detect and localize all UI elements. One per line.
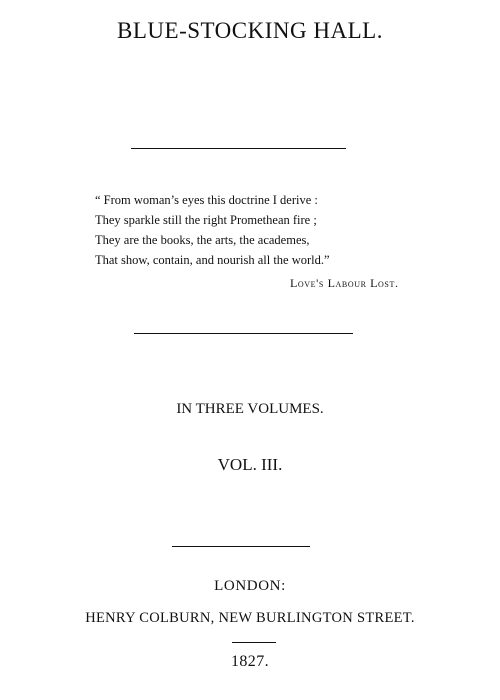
epigraph-line-2: They sparkle still the right Promethean fire ; (95, 213, 317, 227)
imprint-publisher: HENRY COLBURN, NEW BURLINGTON STREET. (85, 610, 415, 626)
epigraph-line-1: “ From woman’s eyes this doctrine I derive : (95, 193, 318, 207)
divider-rule-3 (172, 546, 310, 547)
imprint-city: LONDON: (214, 578, 286, 594)
divider-rule-4 (232, 642, 276, 643)
divider-rule-1 (131, 148, 346, 149)
divider-rule-2 (134, 333, 353, 334)
imprint-year: 1827. (231, 653, 269, 670)
book-title: BLUE-STOCKING HALL. (117, 18, 383, 43)
epigraph-line-3: They are the books, the arts, the academes, (95, 233, 310, 247)
volume-number: VOL. III. (217, 455, 283, 474)
epigraph-line-4: That show, contain, and nourish all the world.” (95, 253, 330, 267)
volumes-note: IN THREE VOLUMES. (176, 401, 324, 417)
epigraph (95, 190, 455, 270)
epigraph-attribution: Love's Labour Lost. (290, 276, 399, 290)
